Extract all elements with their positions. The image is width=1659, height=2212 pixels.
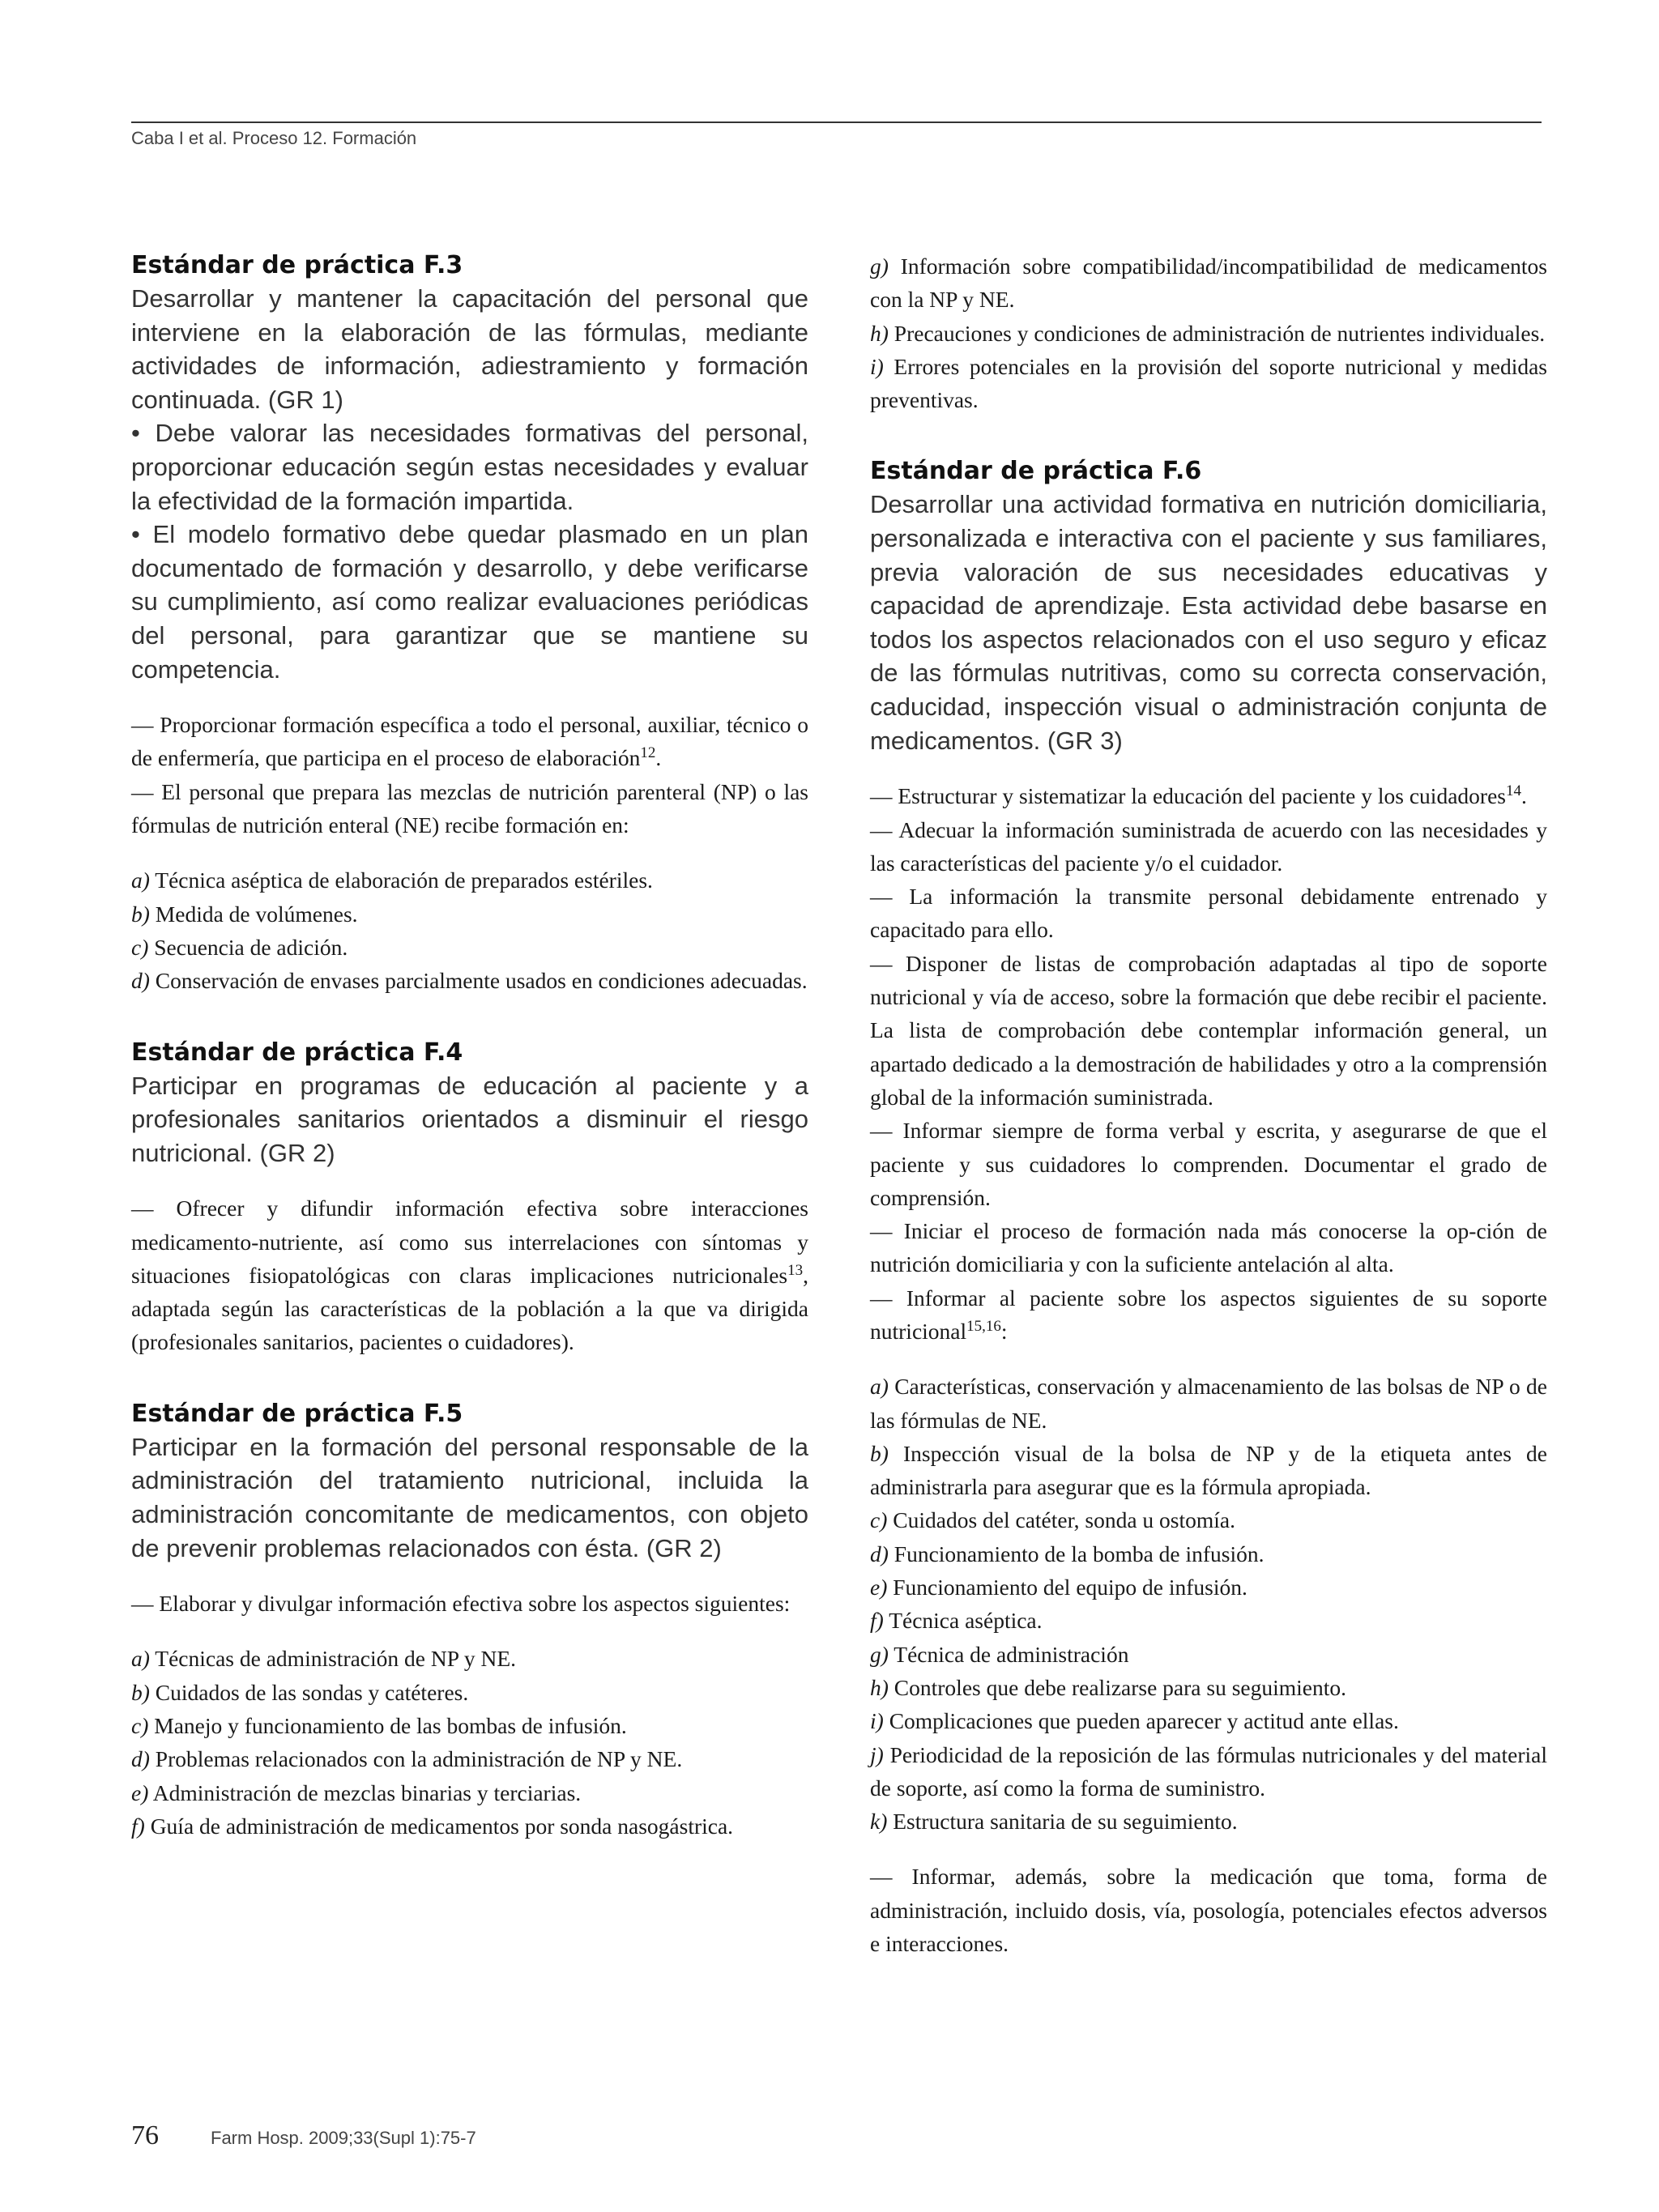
list-item: g) Información sobre compatibilidad/incompatibilidad de medicamentos con la NP y NE. <box>870 254 1547 313</box>
list-item: d) Problemas relacionados con la administración de NP y NE. <box>131 1746 683 1772</box>
list-item: a) Técnica aséptica de elaboración de preparados estériles. <box>131 867 653 893</box>
standard-f3-title: Estándar de práctica F.3 <box>131 251 463 279</box>
paragraph: — Informar siempre de forma verbal y escrita, y asegurarse de que el paciente y sus cuidadores lo comprenden. Documentar el grado de comprensión. <box>870 1118 1547 1210</box>
paragraph: — Adecuar la información suministrada de acuerdo con las necesidades y las características del paciente y/o el cuidador. <box>870 816 1547 876</box>
paragraph: — Informar, además, sobre la medicación que toma, forma de administración, incluido dosis, vía, posología, potenciales efectos adversos e interacciones. <box>870 1864 1547 1957</box>
list-item: f) Guía de administración de medicamentos por sonda nasogástrica. <box>131 1813 734 1839</box>
list-item: c) Manejo y funcionamiento de las bombas de infusión. <box>131 1713 627 1739</box>
list-item: k) Estructura sanitaria de su seguimiento. <box>870 1809 1238 1835</box>
list-item: g) Técnica de administración <box>870 1641 1129 1667</box>
list-item: b) Cuidados de las sondas y catéteres. <box>131 1679 469 1705</box>
header-rule <box>131 121 1542 123</box>
reference-superscript: 15,16 <box>966 1317 1001 1335</box>
running-head: Caba I et al. Proceso 12. Formación <box>131 128 417 148</box>
list-item: e) Funcionamiento del equipo de infusión. <box>870 1575 1247 1600</box>
paragraph: — Elaborar y divulgar información efectiva sobre los aspectos siguientes: <box>131 1591 791 1617</box>
paragraph: — Informar al paciente sobre los aspectos siguientes de su soporte nutricional$^{15,16}$: <box>870 1285 1547 1344</box>
list-item: i) Errores potenciales en la provisión del soporte nutricional y medidas preventivas. <box>870 353 1547 413</box>
standard-f3-statement <box>131 282 808 686</box>
standard-f6-title: Estándar de práctica F.6 <box>870 457 1202 486</box>
list-item: h) Precauciones y condiciones de administración de nutrientes individuales. <box>870 320 1546 346</box>
list-item: a) Técnicas de administración de NP y NE. <box>131 1646 517 1672</box>
paragraph: — Estructurar y sistematizar la educación del paciente y los cuidadores$^{14}$. <box>870 782 1527 809</box>
list-item: e) Administración de mezclas binarias y terciarias. <box>131 1779 582 1805</box>
list-item: c) Secuencia de adición. <box>131 934 348 960</box>
right-column <box>870 249 1547 1960</box>
standard-f5-statement: Participar en la formación del personal responsable de la administración del tratamiento nutricional, incluida la administración concomitante de medicamentos, con objeto de prevenir problemas relacionados con ésta. (GR 2) <box>131 1432 808 1562</box>
paragraph: — La información la transmite personal debidamente entrenado y capacitado para ello. <box>870 884 1547 943</box>
standard-f4-statement: Participar en programas de educación al paciente y a profesionales sanitarios orientados a disminuir el riesgo nutricional. (GR 2) <box>131 1071 808 1167</box>
page-footer <box>131 2120 476 2151</box>
list-item: d) Funcionamiento de la bomba de infusión. <box>870 1541 1265 1566</box>
journal-citation: Farm Hosp. 2009;33(Supl 1):75-7 <box>211 2128 476 2148</box>
statement-bullet: • El modelo formativo debe quedar plasmado en un plan documentado de formación y desarrollo, y debe verificarse su cumplimiento, así como realizar evaluaciones periódicas del personal, para garantizar que se mantiene su competencia. <box>131 520 808 684</box>
standard-f5-title: Estándar de práctica F.5 <box>131 1399 463 1428</box>
paragraph: — Disponer de listas de comprobación adaptadas al tipo de soporte nutricional y vía de acceso, sobre la formación que debe recibir el paciente. La lista de comprobación debe contemplar información general, un apartado dedicado a la demostración de habilidades y otro a la comprensión global de la información suministrada. <box>870 950 1547 1110</box>
paragraph: — Iniciar el proceso de formación nada más conocerse la op-ción de nutrición domiciliaria y con la suficiente antelación al alta. <box>870 1218 1547 1277</box>
list-item: j) Periodicidad de la reposición de las fórmulas nutricionales y del material de soporte, así como la forma de suministro. <box>870 1741 1547 1801</box>
standard-f6-statement: Desarrollar una actividad formativa en nutrición domiciliaria, personalizada e interactiva con el paciente y sus familiares, previa valoración de sus necesidades educativas y capacidad de aprendizaje. Esta actividad debe basarse en todos los aspectos relacionados con el uso seguro y eficaz de las fórmulas nutritivas, como su correcta conservación, caducidad, inspección visual o administración conjunta de medicamentos. (GR 3) <box>870 490 1547 755</box>
paragraph: — Proporcionar formación específica a todo el personal, auxiliar, técnico o de enfermería, que participa en el proceso de elaboración$^{12}$. <box>131 712 808 771</box>
list-item: d) Conservación de envases parcialmente usados en condiciones adecuadas. <box>131 968 808 994</box>
reference-superscript: 12 <box>640 744 656 762</box>
reference-superscript: 14 <box>1505 782 1521 800</box>
standard-f4-title: Estándar de práctica F.4 <box>131 1038 463 1067</box>
statement-line: Desarrollar y mantener la capacitación del personal que interviene en la elaboración de las fórmulas, mediante actividades de información, adiestramiento y formación continuada. (GR 1) <box>131 284 808 414</box>
paragraph: — El personal que prepara las mezclas de nutrición parenteral (NP) o las fórmulas de nutrición enteral (NE) recibe formación en: <box>131 778 808 838</box>
paragraph: — Ofrecer y difundir información efectiva sobre interacciones medicamento-nutriente, así como sus interrelaciones con síntomas y situaciones fisiopatológicas con claras implicaciones nutricionales$^{13}$, adaptada según las características de la población a la que va dirigida (profesionales sanitarios, pacientes o cuidadores). <box>131 1196 808 1355</box>
list-item: b) Medida de volúmenes. <box>131 901 358 927</box>
list-item: h) Controles que debe realizarse para su seguimiento. <box>870 1674 1347 1700</box>
statement-bullet: • Debe valorar las necesidades formativas del personal, proporcionar educación según estas necesidades y evaluar la efectividad de la formación impartida. <box>131 419 808 515</box>
list-item: a) Características, conservación y almacenamiento de las bolsas de NP o de las fórmulas de NE. <box>870 1374 1547 1433</box>
page-number: 76 <box>131 2120 159 2150</box>
reference-superscript: 13 <box>787 1261 804 1279</box>
list-item: c) Cuidados del catéter, sonda u ostomía. <box>870 1507 1236 1533</box>
list-item: i) Complicaciones que pueden aparecer y actitud ante ellas. <box>870 1708 1399 1734</box>
list-item: b) Inspección visual de la bolsa de NP y de la etiqueta antes de administrarla para asegurar que es la fórmula apropiada. <box>870 1440 1547 1500</box>
left-column <box>131 249 808 1843</box>
list-item: f) Técnica aséptica. <box>870 1608 1043 1634</box>
